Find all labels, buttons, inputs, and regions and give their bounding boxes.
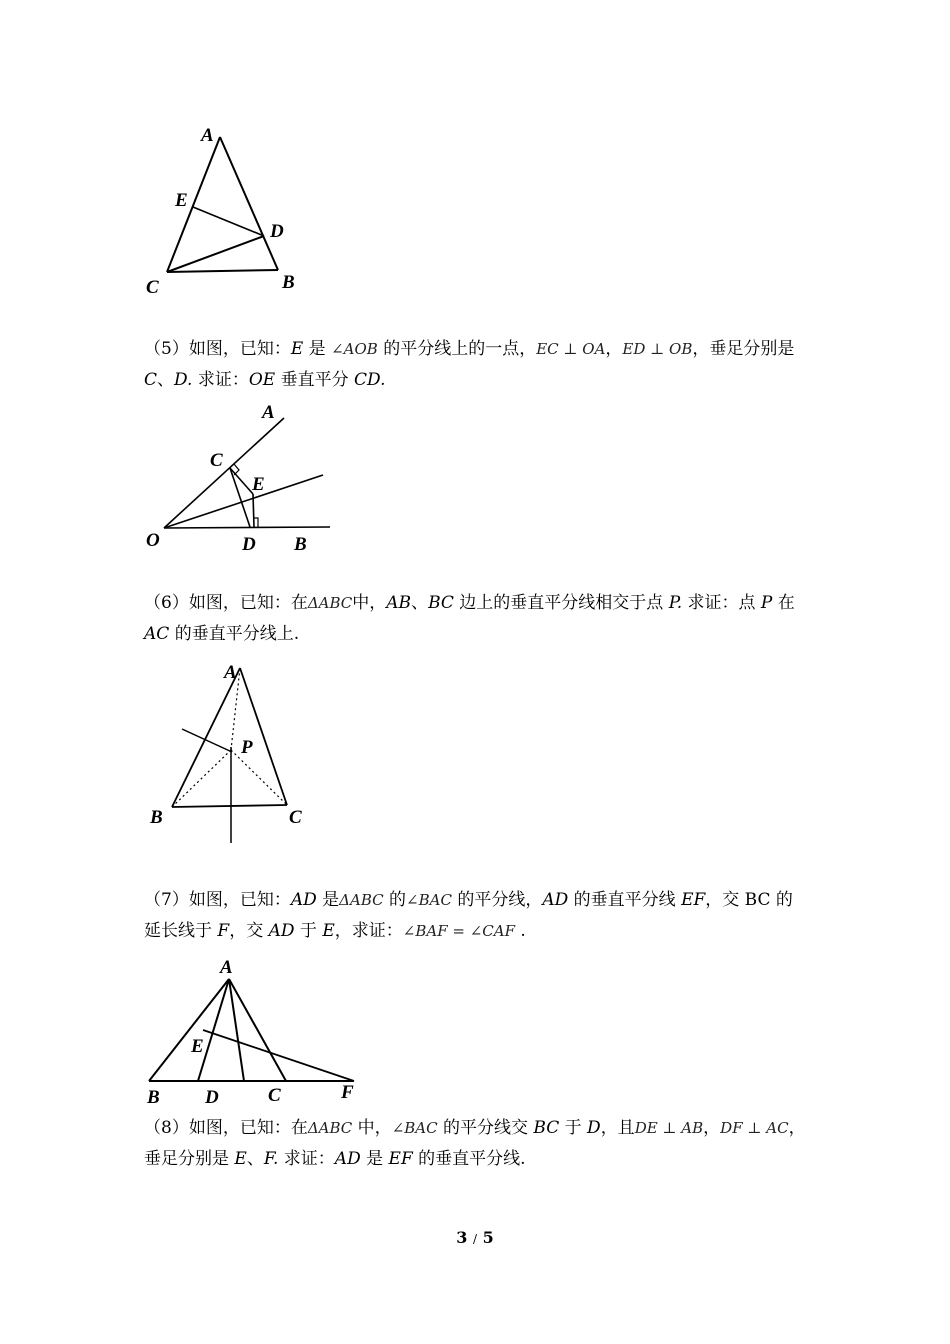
problem-6-text: （6）如图，已知：在ΔABC中，AB、BC 边上的垂直平分线相交于点 P. 求证：点 P 在 AC 的垂直平分线上. xyxy=(144,593,795,644)
label-d: D xyxy=(270,221,284,242)
label-d: D xyxy=(242,534,256,555)
label-a: A xyxy=(224,662,237,683)
segment-cd xyxy=(167,236,264,272)
label-c: C xyxy=(268,1085,281,1106)
figure-angle-bisector xyxy=(140,396,340,561)
label-b: B xyxy=(147,1087,160,1108)
problem-5-text: （5）如图，已知：E 是 ∠AOB 的平分线上的一点，EC ⊥ OA，ED ⊥ OB，垂足分别是 C、D. 求证：OE 垂直平分 CD. xyxy=(144,339,795,390)
segment-af xyxy=(198,979,229,1081)
label-p: P xyxy=(241,737,253,758)
figure-circumcenter xyxy=(140,655,330,850)
segment-bc xyxy=(172,805,287,807)
label-c: C xyxy=(289,807,302,828)
page-current: 3 xyxy=(456,1228,468,1247)
segment-ab xyxy=(172,668,240,807)
label-a: A xyxy=(262,402,275,423)
label-a: A xyxy=(220,957,233,978)
segment-cd xyxy=(230,468,250,527)
label-b: B xyxy=(294,534,307,555)
figure-triangle-ecd xyxy=(140,120,320,300)
segment-ab xyxy=(149,979,229,1081)
figure-angle-bisector-extension xyxy=(140,955,370,1110)
segment-cb xyxy=(167,270,278,272)
bisector-ab xyxy=(182,729,232,752)
ray-oa xyxy=(164,418,284,528)
label-f: F xyxy=(341,1082,354,1103)
label-b: B xyxy=(150,807,163,828)
label-o: O xyxy=(146,530,160,551)
segment-ac xyxy=(229,979,286,1081)
label-e: E xyxy=(252,474,265,495)
label-c: C xyxy=(210,450,223,471)
label-e: E xyxy=(191,1036,204,1057)
label-b: B xyxy=(282,272,295,293)
page-number xyxy=(0,1228,950,1247)
page-total: 5 xyxy=(482,1228,494,1247)
segment-ed xyxy=(253,494,254,527)
ray-ob xyxy=(164,527,330,528)
segment-pb xyxy=(172,750,231,807)
problem-7-text: （7）如图，已知：AD 是ΔABC 的∠BAC 的平分线，AD 的垂直平分线 EF，交 BC 的 延长线于 F，交 AD 于 E，求证：∠BAF = ∠CAF . xyxy=(144,890,793,941)
segment-pc xyxy=(231,750,287,805)
segment-ef xyxy=(203,1030,354,1081)
label-a: A xyxy=(201,125,214,146)
problem-8-text: （8）如图，已知：在ΔABC 中，∠BAC 的平分线交 BC 于 D，且DE ⊥ AB，DF ⊥ AC， 垂足分别是 E、F. 求证：AD 是 EF 的垂直平分线. xyxy=(144,1118,806,1169)
label-e: E xyxy=(175,190,188,211)
label-d: D xyxy=(205,1087,219,1108)
segment-ce xyxy=(230,468,253,494)
label-c: C xyxy=(146,277,159,298)
page-separator: / xyxy=(472,1232,478,1246)
